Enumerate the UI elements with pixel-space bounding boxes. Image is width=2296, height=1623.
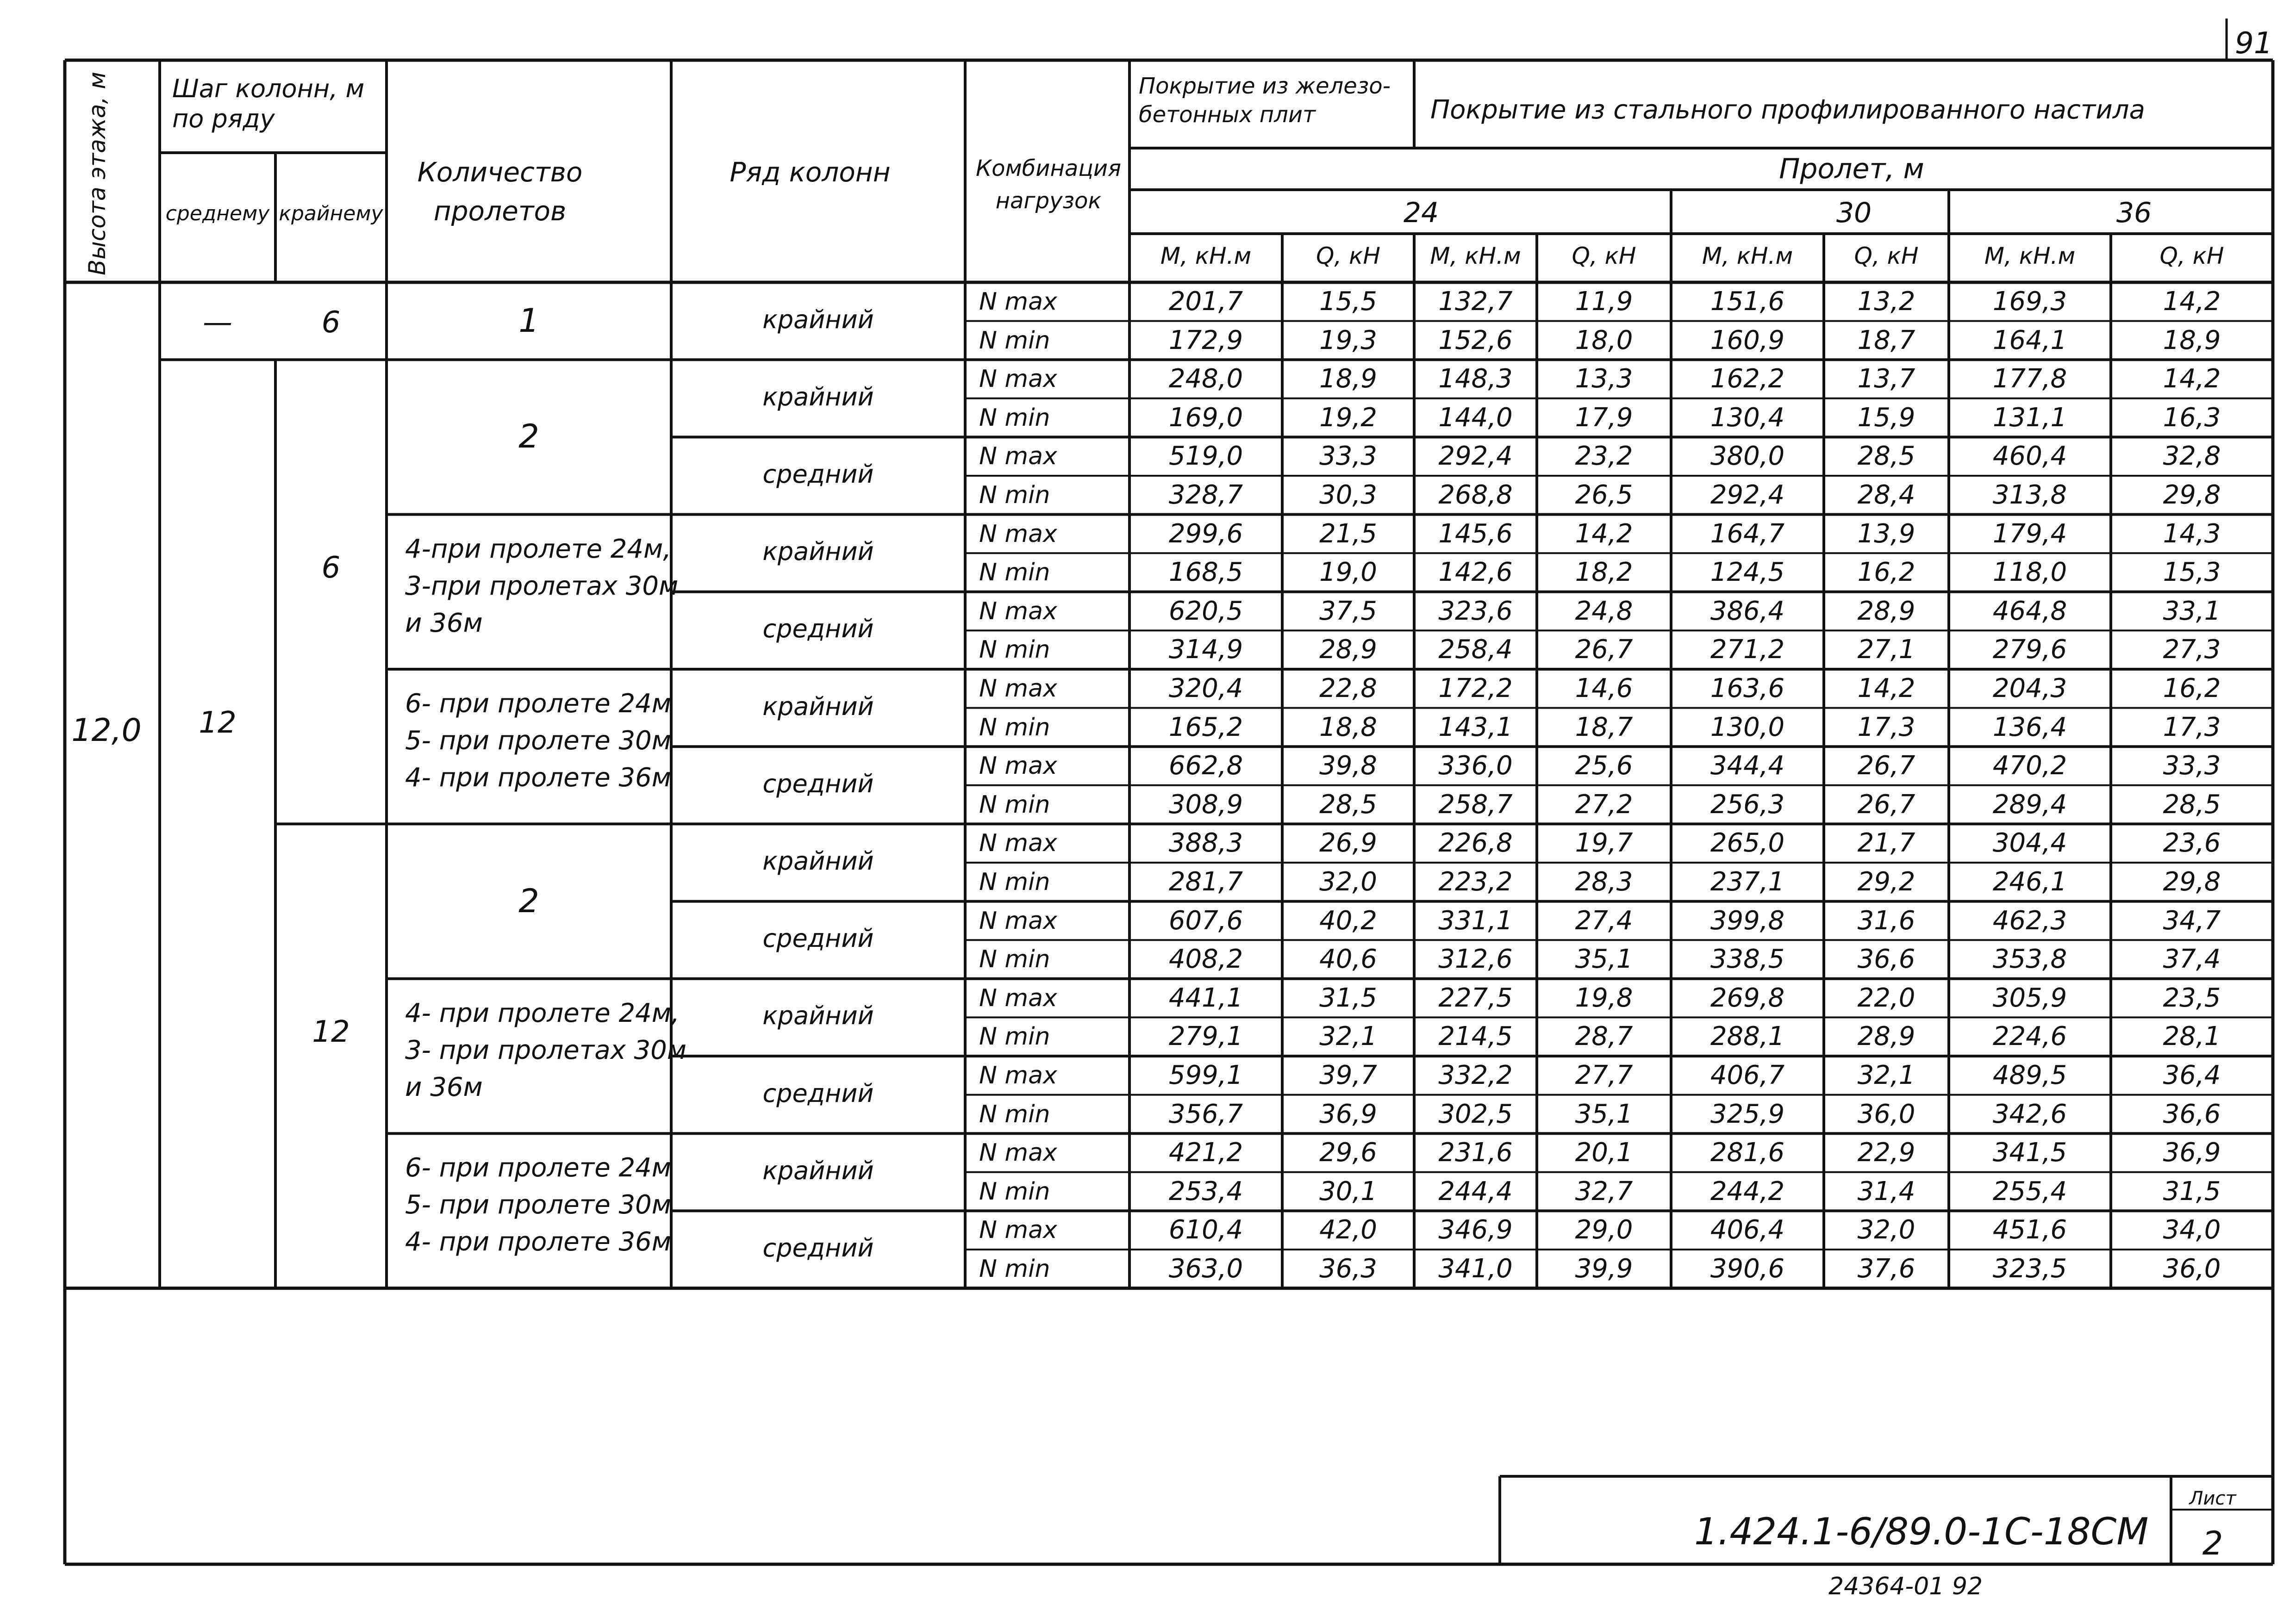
table-cell: 331,1 <box>1438 905 1513 936</box>
page-number: 91 <box>2235 26 2273 61</box>
table-cell: 302,5 <box>1438 1099 1513 1129</box>
table-cell: 607,6 <box>1168 905 1243 936</box>
column-row-label: крайний <box>762 305 874 334</box>
table-cell: 464,8 <box>1992 596 2067 626</box>
table-cell: 142,6 <box>1438 557 1513 588</box>
column-row-label: крайний <box>762 1001 874 1031</box>
table-cell: 305,9 <box>1992 983 2067 1013</box>
table-cell: 130,0 <box>1710 712 1785 742</box>
load-combination: N max <box>979 597 1057 625</box>
table-cell: 28,1 <box>2163 1021 2221 1052</box>
table-cell: 32,0 <box>1319 867 1377 897</box>
table-cell: 35,1 <box>1575 944 1633 975</box>
column-step-header: Шаг колонн, м по ряду <box>172 74 365 133</box>
rc-cover-header: Покрытие из железо-бетонных плит <box>1139 73 1391 128</box>
table-cell: 169,0 <box>1168 402 1243 433</box>
table-cell: 26,9 <box>1319 828 1377 858</box>
span-count-text: и 36м <box>405 1072 483 1102</box>
table-cell: 312,6 <box>1438 944 1513 975</box>
table-cell: 336,0 <box>1438 751 1513 781</box>
table-cell: 258,4 <box>1438 634 1513 665</box>
table-cell: 21,7 <box>1857 828 1915 858</box>
table-cell: 201,7 <box>1168 286 1243 317</box>
span-count-text: 3- при пролетах 30м <box>405 1035 687 1065</box>
table-cell: 17,3 <box>2163 712 2221 742</box>
table-cell: 224,6 <box>1992 1021 2067 1052</box>
table-cell: 237,1 <box>1710 867 1785 897</box>
span-count-text: и 36м <box>405 608 483 638</box>
table-cell: 35,1 <box>1575 1099 1633 1129</box>
load-combination: N min <box>979 1177 1050 1206</box>
table-cell: 17,9 <box>1575 402 1633 433</box>
table-cell: 32,0 <box>1857 1215 1915 1245</box>
table-cell: 31,6 <box>1857 905 1915 936</box>
load-combination: N max <box>979 829 1057 858</box>
table-cell: 338,5 <box>1710 944 1785 975</box>
table-cell: 118,0 <box>1992 557 2067 588</box>
table-cell: 29,6 <box>1319 1138 1377 1168</box>
middle-step-header: среднему <box>165 202 270 225</box>
table-cell: 16,2 <box>1857 557 1915 588</box>
table-cell: 28,3 <box>1575 867 1633 897</box>
column-row-label: средний <box>762 1078 874 1108</box>
table-cell: 40,6 <box>1319 944 1377 975</box>
table-cell: 132,7 <box>1438 286 1513 317</box>
mid-step-value: 12 <box>199 705 237 740</box>
table-cell: 328,7 <box>1168 480 1243 510</box>
column-row-label: средний <box>762 460 874 489</box>
table-cell: 29,2 <box>1857 867 1915 897</box>
floor-height-header <box>69 65 125 282</box>
column-row-label: крайний <box>762 537 874 566</box>
table-cell: 34,7 <box>2163 905 2221 936</box>
load-combination: N min <box>979 790 1050 819</box>
unit-header-1: Q, кН <box>1316 243 1380 269</box>
table-cell: 380,0 <box>1710 441 1785 472</box>
table-cell: 441,1 <box>1168 983 1243 1013</box>
title-block-code: 1.424.1-6/89.0-1С-18СМ <box>1694 1510 2149 1553</box>
span-count-text: 5- при пролете 30м <box>405 726 672 756</box>
table-cell: 519,0 <box>1168 441 1243 472</box>
table-cell: 18,7 <box>1857 325 1915 355</box>
table-cell: 18,7 <box>1575 712 1633 742</box>
table-cell: 32,7 <box>1575 1176 1633 1206</box>
sheet-number: 2 <box>2202 1524 2223 1562</box>
load-combination: N min <box>979 1023 1050 1051</box>
table-cell: 29,8 <box>2163 867 2221 897</box>
table-cell: 162,2 <box>1710 364 1785 394</box>
table-cell: 406,7 <box>1710 1060 1785 1090</box>
table-cell: 489,5 <box>1992 1060 2067 1090</box>
span-count-text: 3-при пролетах 30м <box>405 571 679 601</box>
table-cell: 29,0 <box>1575 1215 1633 1245</box>
table-cell: 177,8 <box>1992 364 2067 394</box>
table-cell: 39,9 <box>1575 1254 1633 1284</box>
table-cell: 19,7 <box>1575 828 1633 858</box>
table-cell: 17,3 <box>1857 712 1915 742</box>
unit-header-6: М, кН.м <box>1984 243 2076 269</box>
table-cell: 314,9 <box>1168 634 1243 665</box>
table-cell: 24,8 <box>1575 596 1633 626</box>
table-cell: 26,7 <box>1575 634 1633 665</box>
column-row-label: средний <box>762 1233 874 1262</box>
table-cell: 332,2 <box>1438 1060 1513 1090</box>
table-cell: 28,9 <box>1857 596 1915 626</box>
load-combination: N max <box>979 675 1057 703</box>
table-cell: 27,1 <box>1857 634 1915 665</box>
table-cell: 30,1 <box>1319 1176 1377 1206</box>
table-cell: 165,2 <box>1168 712 1243 742</box>
table-cell: 36,0 <box>2163 1254 2221 1284</box>
table-cell: 29,8 <box>2163 480 2221 510</box>
table-cell: 37,6 <box>1857 1254 1915 1284</box>
table-cell: 226,8 <box>1438 828 1513 858</box>
table-cell: 18,9 <box>2163 325 2221 355</box>
table-cell: 18,0 <box>1575 325 1633 355</box>
load-combination: N max <box>979 984 1057 1012</box>
table-cell: 168,5 <box>1168 557 1243 588</box>
table-cell: 408,2 <box>1168 944 1243 975</box>
table-cell: 28,5 <box>1857 441 1915 472</box>
table-cell: 28,5 <box>1319 789 1377 820</box>
table-cell: 325,9 <box>1710 1099 1785 1129</box>
table-cell: 36,4 <box>2163 1060 2221 1090</box>
table-cell: 42,0 <box>1319 1215 1377 1245</box>
table-cell: 14,6 <box>1575 673 1633 703</box>
table-cell: 22,9 <box>1857 1138 1915 1168</box>
table-cell: 28,9 <box>1857 1021 1915 1052</box>
table-cell: 342,6 <box>1992 1099 2067 1129</box>
column-row-header: Ряд колонн <box>730 156 891 188</box>
table-cell: 16,2 <box>2163 673 2221 703</box>
table-cell: 662,8 <box>1168 751 1243 781</box>
load-combination: N max <box>979 907 1057 935</box>
table-cell: 204,3 <box>1992 673 2067 703</box>
table-cell: 160,9 <box>1710 325 1785 355</box>
table-cell: 451,6 <box>1992 1215 2067 1245</box>
load-combination: N min <box>979 404 1050 432</box>
table-cell: 304,4 <box>1992 828 2067 858</box>
table-cell: 279,6 <box>1992 634 2067 665</box>
column-row-label: крайний <box>762 846 874 876</box>
table-cell: 36,3 <box>1319 1254 1377 1284</box>
span-count-text: 5- при пролете 30м <box>405 1190 672 1220</box>
load-combination: N max <box>979 1216 1057 1244</box>
table-cell: 244,4 <box>1438 1176 1513 1206</box>
edge-step-value: 12 <box>312 1015 350 1050</box>
table-cell: 28,9 <box>1319 634 1377 665</box>
table-cell: 131,1 <box>1992 402 2067 433</box>
table-cell: 231,6 <box>1438 1138 1513 1168</box>
table-cell: 163,6 <box>1710 673 1785 703</box>
table-cell: 36,6 <box>2163 1099 2221 1129</box>
span-24-header: 24 <box>1403 197 1439 229</box>
span-30-header: 30 <box>1836 197 1872 229</box>
table-cell: 256,3 <box>1710 789 1785 820</box>
table-cell: 18,9 <box>1319 364 1377 394</box>
table-cell: 136,4 <box>1992 712 2067 742</box>
load-combination: N max <box>979 520 1057 548</box>
table-cell: 269,8 <box>1710 983 1785 1013</box>
table-cell: 39,7 <box>1319 1060 1377 1090</box>
table-cell: 31,4 <box>1857 1176 1915 1206</box>
table-cell: 36,0 <box>1857 1099 1915 1129</box>
table-cell: 248,0 <box>1168 364 1243 394</box>
load-combination: N max <box>979 442 1057 471</box>
table-cell: 281,7 <box>1168 867 1243 897</box>
table-cell: 462,3 <box>1992 905 2067 936</box>
table-cell: 308,9 <box>1168 789 1243 820</box>
load-combination: N min <box>979 1255 1050 1283</box>
table-cell: 14,2 <box>2163 286 2221 317</box>
edge-step-value: 6 <box>321 305 341 340</box>
table-cell: 214,5 <box>1438 1021 1513 1052</box>
load-combination: N min <box>979 326 1050 354</box>
table-cell: 145,6 <box>1438 518 1513 549</box>
table-cell: 406,4 <box>1710 1215 1785 1245</box>
span-count-text: 4- при пролете 36м <box>405 763 672 793</box>
table-cell: 390,6 <box>1710 1254 1785 1284</box>
table-cell: 31,5 <box>2163 1176 2221 1206</box>
table-cell: 33,1 <box>2163 596 2221 626</box>
table-cell: 620,5 <box>1168 596 1243 626</box>
table-cell: 22,0 <box>1857 983 1915 1013</box>
table-cell: 27,4 <box>1575 905 1633 936</box>
column-row-label: средний <box>762 769 874 798</box>
load-combination: N max <box>979 1062 1057 1089</box>
table-cell: 460,4 <box>1992 441 2067 472</box>
table-cell: 26,7 <box>1857 789 1915 820</box>
table-cell: 32,1 <box>1319 1021 1377 1052</box>
floor-height-value: 12,0 <box>71 712 142 749</box>
table-cell: 320,4 <box>1168 673 1243 703</box>
table-cell: 279,1 <box>1168 1021 1243 1052</box>
table-cell: 33,3 <box>2163 751 2221 781</box>
table-cell: 323,6 <box>1438 596 1513 626</box>
table-cell: 18,8 <box>1319 712 1377 742</box>
table-cell: 152,6 <box>1438 325 1513 355</box>
table-cell: 346,9 <box>1438 1215 1513 1245</box>
table-cell: 169,3 <box>1992 286 2067 317</box>
table-cell: 36,6 <box>1857 944 1915 975</box>
table-cell: 28,4 <box>1857 480 1915 510</box>
span-count-text: 2 <box>518 417 539 456</box>
table-cell: 37,4 <box>2163 944 2221 975</box>
table-cell: 40,2 <box>1319 905 1377 936</box>
span-header: Пролет, м <box>1779 153 1924 185</box>
load-combination: N min <box>979 945 1050 974</box>
table-cell: 13,9 <box>1857 518 1915 549</box>
unit-header-3: Q, кН <box>1572 243 1636 269</box>
load-combination: N min <box>979 713 1050 741</box>
table-cell: 353,8 <box>1992 944 2067 975</box>
table-cell: 22,8 <box>1319 673 1377 703</box>
table-cell: 356,7 <box>1168 1099 1243 1129</box>
table-cell: 399,8 <box>1710 905 1785 936</box>
table-cell: 19,0 <box>1319 557 1377 588</box>
span-count-text: 4-при пролете 24м, <box>405 534 672 564</box>
table-cell: 36,9 <box>1319 1099 1377 1129</box>
column-row-label: средний <box>762 614 874 644</box>
table-cell: 244,2 <box>1710 1176 1785 1206</box>
load-combination: N max <box>979 1139 1057 1167</box>
table-cell: 37,5 <box>1319 596 1377 626</box>
span-count-header: Количество пролетов <box>417 156 583 227</box>
table-cell: 388,3 <box>1168 828 1243 858</box>
table-cell: 13,3 <box>1575 364 1633 394</box>
mid-step-value: — <box>203 305 232 340</box>
table-cell: 28,7 <box>1575 1021 1633 1052</box>
table-cell: 610,4 <box>1168 1215 1243 1245</box>
table-cell: 13,7 <box>1857 364 1915 394</box>
load-combination: N min <box>979 559 1050 587</box>
table-cell: 172,2 <box>1438 673 1513 703</box>
unit-header-0: М, кН.м <box>1160 243 1252 269</box>
table-cell: 164,7 <box>1710 518 1785 549</box>
table-cell: 253,4 <box>1168 1176 1243 1206</box>
table-cell: 18,2 <box>1575 557 1633 588</box>
table-cell: 255,4 <box>1992 1176 2067 1206</box>
column-row-label: крайний <box>762 382 874 411</box>
table-cell: 33,3 <box>1319 441 1377 472</box>
span-count-text: 6- при пролете 24м <box>405 1153 672 1183</box>
table-cell: 292,4 <box>1710 480 1785 510</box>
table-cell: 341,0 <box>1438 1254 1513 1284</box>
table-cell: 14,2 <box>1575 518 1633 549</box>
table-cell: 28,5 <box>2163 789 2221 820</box>
column-row-label: средний <box>762 924 874 953</box>
table-cell: 599,1 <box>1168 1060 1243 1090</box>
table-cell: 258,7 <box>1438 789 1513 820</box>
span-count-text: 1 <box>518 301 539 340</box>
table-cell: 16,3 <box>2163 402 2221 433</box>
table-cell: 172,9 <box>1168 325 1243 355</box>
table-cell: 143,1 <box>1438 712 1513 742</box>
steel-cover-header: Покрытие из стального профилированного настила <box>1430 95 2145 125</box>
table-cell: 164,1 <box>1992 325 2067 355</box>
table-cell: 151,6 <box>1710 286 1785 317</box>
table-cell: 363,0 <box>1168 1254 1243 1284</box>
table-cell: 27,3 <box>2163 634 2221 665</box>
table-cell: 26,5 <box>1575 480 1633 510</box>
table-cell: 289,4 <box>1992 789 2067 820</box>
table-cell: 144,0 <box>1438 402 1513 433</box>
sheet-label: Лист <box>2189 1488 2236 1509</box>
table-cell: 11,9 <box>1575 286 1633 317</box>
unit-header-2: М, кН.м <box>1430 243 1521 269</box>
table-cell: 32,8 <box>2163 441 2221 472</box>
table-cell: 223,2 <box>1438 867 1513 897</box>
load-combination: N max <box>979 365 1057 393</box>
column-row-label: крайний <box>762 691 874 721</box>
load-combination: N min <box>979 636 1050 664</box>
table-cell: 39,8 <box>1319 751 1377 781</box>
span-count-text: 4- при пролете 24м, <box>405 998 680 1028</box>
table-cell: 313,8 <box>1992 480 2067 510</box>
table-cell: 34,0 <box>2163 1215 2221 1245</box>
table-cell: 32,1 <box>1857 1060 1915 1090</box>
table-cell: 470,2 <box>1992 751 2067 781</box>
table-cell: 268,8 <box>1438 480 1513 510</box>
load-combination: N max <box>979 288 1057 316</box>
load-combination: N max <box>979 752 1057 780</box>
table-cell: 21,5 <box>1319 518 1377 549</box>
unit-header-5: Q, кН <box>1854 243 1919 269</box>
table-cell: 31,5 <box>1319 983 1377 1013</box>
table-cell: 20,1 <box>1575 1138 1633 1168</box>
table-cell: 130,4 <box>1710 402 1785 433</box>
load-combination: N min <box>979 1100 1050 1128</box>
table-cell: 14,3 <box>2163 518 2221 549</box>
edge-step-value: 6 <box>321 551 341 585</box>
table-cell: 288,1 <box>1710 1021 1785 1052</box>
table-cell: 271,2 <box>1710 634 1785 665</box>
table-cell: 421,2 <box>1168 1138 1243 1168</box>
table-cell: 15,9 <box>1857 402 1915 433</box>
table-cell: 27,2 <box>1575 789 1633 820</box>
column-row-label: крайний <box>762 1156 874 1185</box>
table-cell: 124,5 <box>1710 557 1785 588</box>
table-cell: 30,3 <box>1319 480 1377 510</box>
edge-step-header: крайнему <box>279 202 383 225</box>
table-cell: 292,4 <box>1438 441 1513 472</box>
table-cell: 246,1 <box>1992 867 2067 897</box>
span-36-header: 36 <box>2116 197 2152 229</box>
load-combination: N min <box>979 868 1050 896</box>
floor-height-label: Высота этажа, м <box>84 72 111 275</box>
table-cell: 15,3 <box>2163 557 2221 588</box>
table-cell: 26,7 <box>1857 751 1915 781</box>
span-count-text: 6- при пролете 24м <box>405 689 672 719</box>
span-count-text: 4- при пролете 36м <box>405 1227 672 1257</box>
load-combo-header: Комбинация нагрузок <box>976 155 1121 214</box>
table-cell: 19,2 <box>1319 402 1377 433</box>
archive-number: 24364-01 92 <box>1828 1573 1983 1600</box>
table-cell: 14,2 <box>1857 673 1915 703</box>
table-cell: 19,8 <box>1575 983 1633 1013</box>
table-cell: 323,5 <box>1992 1254 2067 1284</box>
table-cell: 148,3 <box>1438 364 1513 394</box>
table-cell: 23,6 <box>2163 828 2221 858</box>
table-cell: 14,2 <box>2163 364 2221 394</box>
table-cell: 179,4 <box>1992 518 2067 549</box>
load-combination: N min <box>979 481 1050 509</box>
table-cell: 36,9 <box>2163 1138 2221 1168</box>
table-cell: 227,5 <box>1438 983 1513 1013</box>
span-count-text: 2 <box>518 882 539 920</box>
unit-header-7: Q, кН <box>2159 243 2224 269</box>
table-cell: 299,6 <box>1168 518 1243 549</box>
table-cell: 281,6 <box>1710 1138 1785 1168</box>
table-cell: 265,0 <box>1710 828 1785 858</box>
table-cell: 25,6 <box>1575 751 1633 781</box>
table-cell: 27,7 <box>1575 1060 1633 1090</box>
table-cell: 341,5 <box>1992 1138 2067 1168</box>
table-cell: 15,5 <box>1319 286 1377 317</box>
table-cell: 23,5 <box>2163 983 2221 1013</box>
table-cell: 23,2 <box>1575 441 1633 472</box>
table-cell: 19,3 <box>1319 325 1377 355</box>
table-cell: 344,4 <box>1710 751 1785 781</box>
table-cell: 386,4 <box>1710 596 1785 626</box>
table-cell: 13,2 <box>1857 286 1915 317</box>
unit-header-4: М, кН.м <box>1702 243 1793 269</box>
